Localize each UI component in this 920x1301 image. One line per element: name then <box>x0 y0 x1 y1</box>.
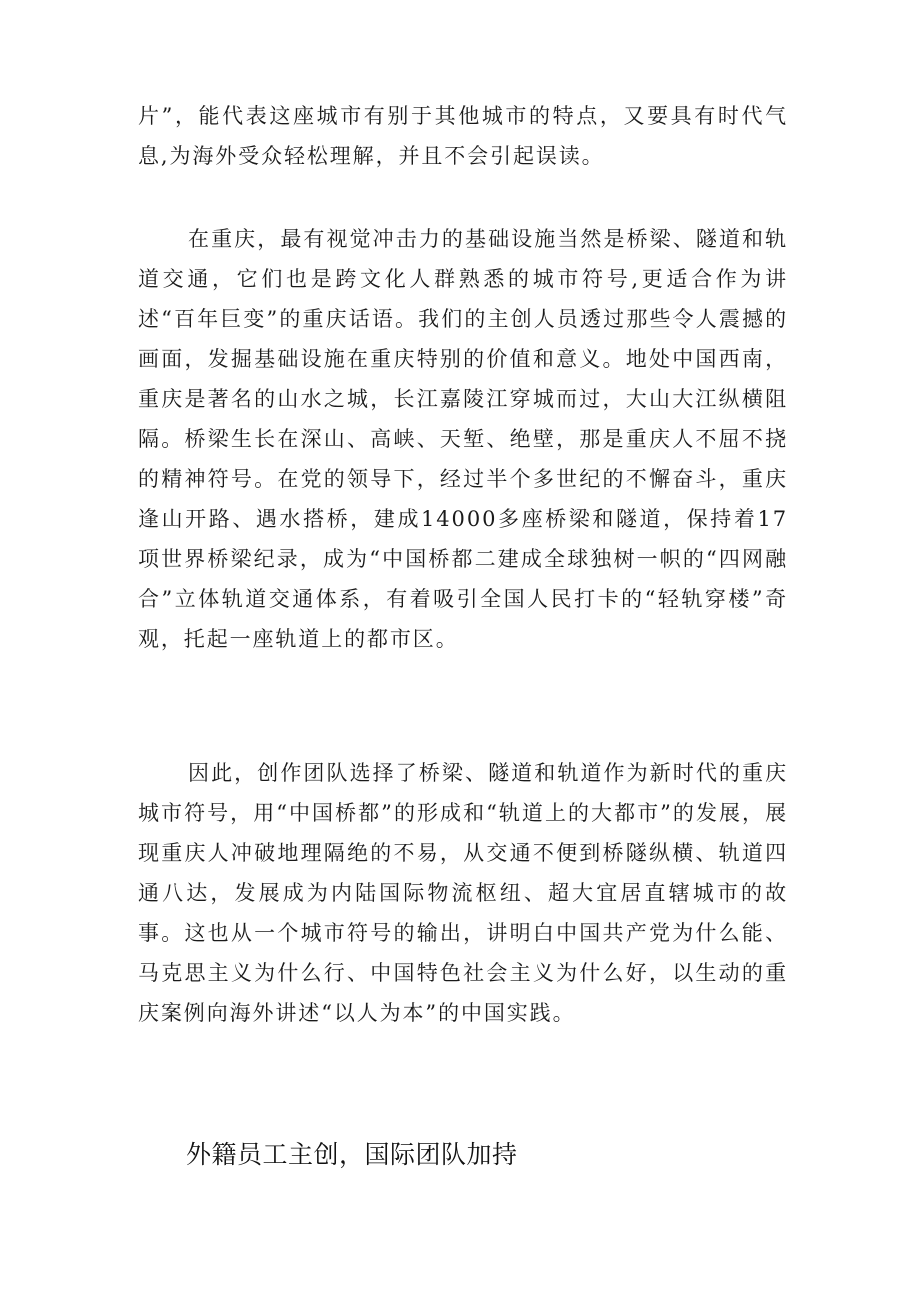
paragraph-continuation: 片”，能代表这座城市有别于其他城市的特点，又要具有时代气息,为海外受众轻松理解，并且不会引起误读。 <box>138 104 788 168</box>
paragraph-infrastructure-symbols: 在重庆，最有视觉冲击力的基础设施当然是桥梁、隧道和轨道交通，它们也是跨文化人群熟悉的城市符号,更适合作为讲述“百年巨变”的重庆话语。我们的主创人员透过那些令人震撼的画面，发掘基础设施在重庆特别的价值和意义。地处中国西南，重庆是著名的山水之城，长江嘉陵江穿城而过，大山大江纵横阻隔。桥梁生长在深山、高峡、天堑、绝壁，那是重庆人不屈不挠的精神符号。在党的领导下，经过半个多世纪的不懈奋斗，重庆逢山开路、遇水搭桥，建成14000多座桥梁和隧道，保持着17项世界桥梁纪录，成为“中国桥都二建成全球独树一帜的“四网融合”立体轨道交通体系，有着吸引全国人民打卡的“轻轨穿楼”奇观，托起一座轨道上的都市区。 <box>138 227 788 651</box>
section-heading: 外籍员工主创，国际团队加持 <box>186 1140 518 1169</box>
paragraph-creative-team-choice: 因此，创作团队选择了桥梁、隧道和轨道作为新时代的重庆城市符号，用“中国桥都”的形成和“轨道上的大都市”的发展，展现重庆人冲破地理隔绝的不易，从交通不便到桥隧纵横、轨道四通八达，发展成为内陆国际物流枢纽、超大宜居直辖城市的故事。这也从一个城市符号的输出，讲明白中国共产党为什么能、马克思主义为什么行、中国特色社会主义为什么好，以生动的重庆案例向海外讲述“以人为本”的中国实践。 <box>138 761 788 1025</box>
